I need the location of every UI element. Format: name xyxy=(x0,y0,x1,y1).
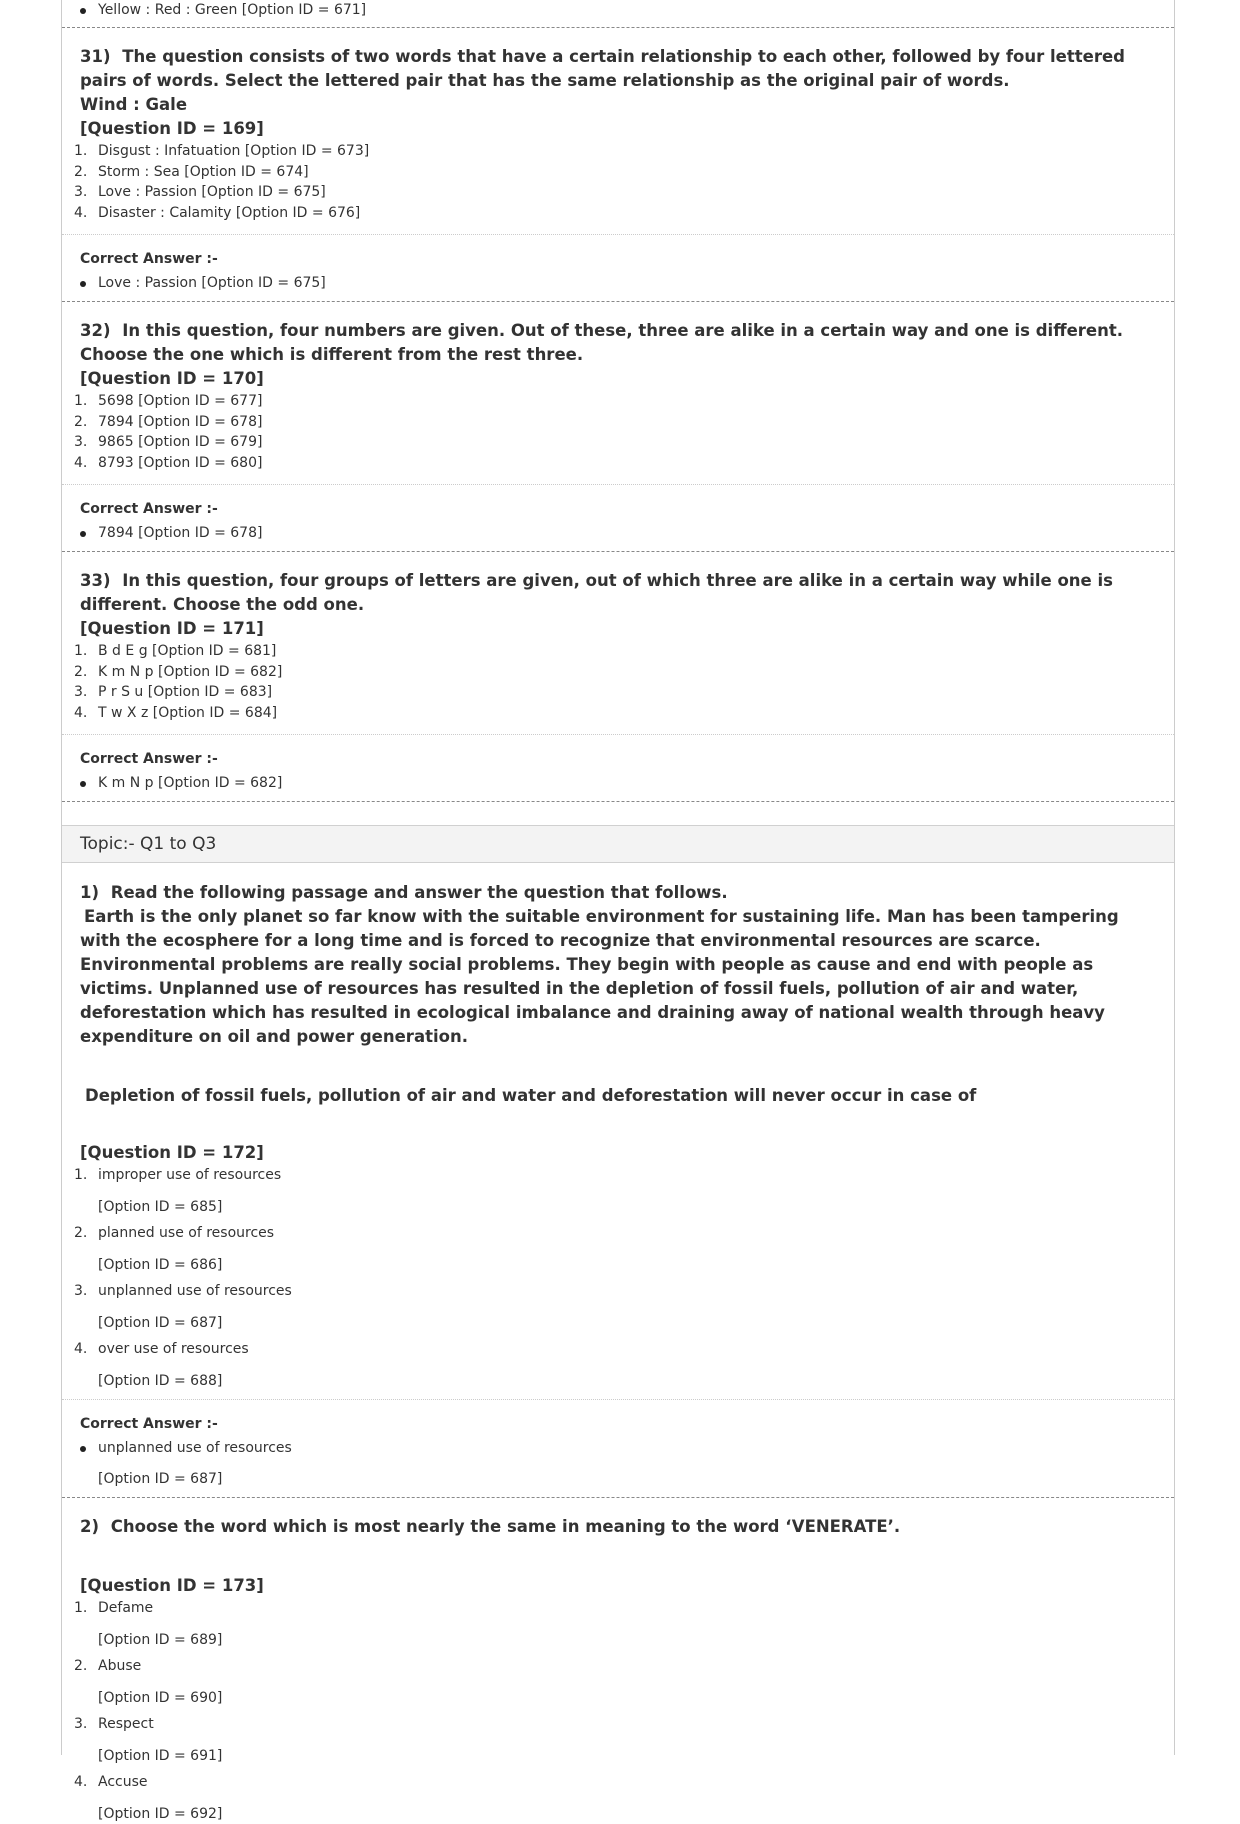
options-list xyxy=(74,1598,1156,1824)
option-item: 2. planned use of resources [Option ID = 686] xyxy=(74,1225,275,1273)
question-id: [Question ID = 170] xyxy=(80,369,264,388)
option-item: 2. Abuse [Option ID = 690] xyxy=(74,1658,223,1706)
option-item: 1. improper use of resources [Option ID = 685] xyxy=(74,1167,282,1215)
question-number: 1) xyxy=(80,883,100,902)
correct-answer-label: Correct Answer :- xyxy=(80,251,218,267)
correct-answer-section xyxy=(62,484,1174,551)
option-item: 4. Disaster : Calamity [Option ID = 676] xyxy=(74,204,361,221)
option-item: 4. 8793 [Option ID = 680] xyxy=(74,454,263,471)
correct-answer-section xyxy=(62,734,1174,801)
question-stem: Depletion of fossil fuels, pollution of air and water and deforestation will never occur in case of xyxy=(85,1086,977,1105)
question-32 xyxy=(62,302,1174,552)
question-number: 33) xyxy=(80,571,111,590)
question-33 xyxy=(62,552,1174,802)
options-list xyxy=(74,391,1156,484)
correct-answer-item: K m N p [Option ID = 682] xyxy=(80,773,1156,793)
question-text xyxy=(80,1515,1156,1539)
question-text xyxy=(80,45,1156,93)
question-id: [Question ID = 173] xyxy=(80,1576,264,1595)
reading-passage: Earth is the only planet so far know with the suitable environment for sustaining life. Man has been tampering with the ecosphere for a long time and is forced to recognize that environmental resources are scarce. Environmental problems are really social problems. They begin with people as cause and end with people as victims. Unplanned use of resources has resulted in the depletion of fossil fuels, pollution of air and water, deforestation which has resulted in ecological imbalance and draining away of national wealth through heavy expenditure on oil and power generation. xyxy=(80,907,1119,1046)
question-id: [Question ID = 172] xyxy=(80,1143,264,1162)
question-body: Choose the word which is most nearly the same in meaning to the word ‘VENERATE’. xyxy=(110,1517,901,1536)
question-intro: Read the following passage and answer the question that follows. xyxy=(110,883,728,902)
option-item: 1. Defame [Option ID = 689] xyxy=(74,1600,223,1648)
question-text xyxy=(80,569,1156,617)
option-item: 1. Disgust : Infatuation [Option ID = 673] xyxy=(74,143,370,159)
options-list xyxy=(74,141,1156,234)
option-item: 4. over use of resources [Option ID = 688] xyxy=(74,1341,249,1389)
option-item: 1. B d E g [Option ID = 681] xyxy=(74,643,277,659)
question-2 xyxy=(62,1498,1174,1824)
option-item: 3. Respect [Option ID = 691] xyxy=(74,1716,223,1764)
question-text xyxy=(80,319,1156,367)
options-list xyxy=(74,641,1156,734)
question-text xyxy=(80,881,1156,905)
question-body: The question consists of two words that have a certain relationship to each other, followed by four lettered pairs of words. Select the lettered pair that has the same relationship as the original pair of words. xyxy=(80,47,1125,90)
topic-header: Topic:- Q1 to Q3 xyxy=(62,825,1174,863)
option-item: 2. 7894 [Option ID = 678] xyxy=(74,413,263,430)
question-body: In this question, four groups of letters are given, out of which three are alike in a certain way while one is different. Choose the odd one. xyxy=(80,571,1113,614)
correct-answer-label: Correct Answer :- xyxy=(80,501,218,517)
option-item: 2. Storm : Sea [Option ID = 674] xyxy=(74,163,309,180)
correct-answer-section xyxy=(62,1399,1174,1497)
correct-answer-item: Love : Passion [Option ID = 675] xyxy=(80,273,1156,293)
option-item: 3. Love : Passion [Option ID = 675] xyxy=(74,184,326,200)
option-item: 4. Accuse [Option ID = 692] xyxy=(74,1774,223,1822)
correct-answer-item: Yellow : Red : Green [Option ID = 671] xyxy=(80,0,1156,20)
document-page xyxy=(61,0,1175,1822)
correct-answer-item: 7894 [Option ID = 678] xyxy=(80,523,1156,543)
correct-answer-item: unplanned use of resources [Option ID = 687] xyxy=(80,1438,1156,1489)
question-number: 31) xyxy=(80,47,111,66)
correct-answer-label: Correct Answer :- xyxy=(80,1416,218,1432)
question-id: [Question ID = 171] xyxy=(80,619,264,638)
option-item: 2. K m N p [Option ID = 682] xyxy=(74,663,283,680)
option-item: 4. T w X z [Option ID = 684] xyxy=(74,704,278,721)
question-31 xyxy=(62,28,1174,302)
question-body: In this question, four numbers are given. Out of these, three are alike in a certain way and one is different. Choose the one which is different from the rest three. xyxy=(80,321,1123,364)
correct-answer-label: Correct Answer :- xyxy=(80,751,218,767)
option-item: 1. 5698 [Option ID = 677] xyxy=(74,393,263,409)
option-item: 3. unplanned use of resources [Option ID = 687] xyxy=(74,1283,292,1331)
option-item: 3. P r S u [Option ID = 683] xyxy=(74,684,273,700)
question-number: 2) xyxy=(80,1517,100,1536)
prev-answer-section xyxy=(62,0,1174,28)
question-id: [Question ID = 169] xyxy=(80,119,264,138)
question-1 xyxy=(62,863,1174,1498)
options-list xyxy=(74,1165,1156,1399)
option-item: 3. 9865 [Option ID = 679] xyxy=(74,434,263,450)
question-number: 32) xyxy=(80,321,111,340)
word-pair: Wind : Gale xyxy=(80,95,188,114)
correct-answer-section xyxy=(62,234,1174,301)
